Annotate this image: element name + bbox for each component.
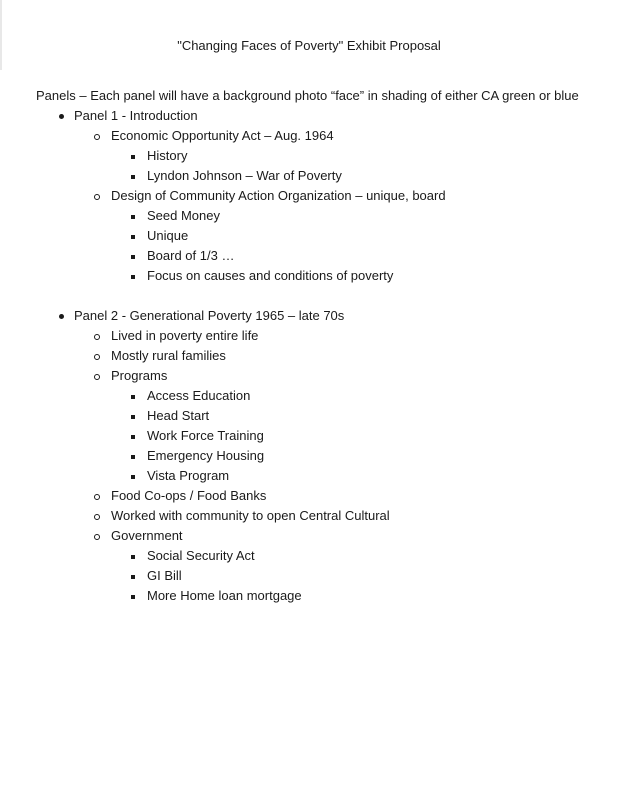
bullet-square-icon [131, 155, 135, 159]
outline-item-level-3: History [147, 148, 188, 163]
outline-item-level-3: Focus on causes and conditions of poverty [147, 268, 394, 283]
outline-item-level-3: Head Start [147, 408, 210, 423]
bullet-circle-icon [94, 494, 100, 500]
outline-item-level-2: Programs [111, 368, 168, 383]
intro-paragraph: Panels – Each panel will have a background photo “face” in shading of either CA green or blue [36, 88, 579, 103]
bullet-square-icon [131, 235, 135, 239]
bullet-circle-icon [94, 514, 100, 520]
bullet-dot-icon [59, 314, 64, 319]
outline-item-level-2: Government [111, 528, 183, 543]
outline-item-level-3: Access Education [147, 388, 251, 403]
bullet-circle-icon [94, 534, 100, 540]
bullet-square-icon [131, 395, 135, 399]
bullet-circle-icon [94, 334, 100, 340]
bullet-circle-icon [94, 194, 100, 200]
bullet-square-icon [131, 575, 135, 579]
bullet-square-icon [131, 435, 135, 439]
outline-item-level-3: Seed Money [147, 208, 220, 223]
bullet-square-icon [131, 595, 135, 599]
outline-item-level-3: Emergency Housing [147, 448, 265, 463]
outline-item-level-2: Lived in poverty entire life [111, 328, 259, 343]
outline-item-level-3: Lyndon Johnson – War of Poverty [147, 168, 342, 183]
bullet-square-icon [131, 175, 135, 179]
outline-item-level-3: Unique [147, 228, 189, 243]
bullet-circle-icon [94, 374, 100, 380]
outline-item-level-1: Panel 1 - Introduction [74, 108, 198, 123]
bullet-square-icon [131, 455, 135, 459]
bullet-square-icon [131, 215, 135, 219]
bullet-dot-icon [59, 114, 64, 119]
outline-item-level-2: Mostly rural families [111, 348, 226, 363]
bullet-circle-icon [94, 354, 100, 360]
outline-item-level-2: Food Co-ops / Food Banks [111, 488, 267, 503]
outline-item-level-3: More Home loan mortgage [147, 588, 302, 603]
outline-item-level-1: Panel 2 - Generational Poverty 1965 – late 70s [74, 308, 345, 323]
bullet-square-icon [131, 255, 135, 259]
outline-item-level-2: Worked with community to open Central Cultural [111, 508, 390, 523]
bullet-square-icon [131, 415, 135, 419]
scan-edge-mark [0, 0, 2, 70]
bullet-circle-icon [94, 134, 100, 140]
document-title: "Changing Faces of Poverty" Exhibit Proposal [177, 38, 441, 53]
outline-item-level-3: Work Force Training [147, 428, 264, 443]
outline-item-level-2: Design of Community Action Organization – unique, board [111, 188, 446, 203]
bullet-square-icon [131, 475, 135, 479]
bullet-square-icon [131, 555, 135, 559]
outline-item-level-3: GI Bill [147, 568, 182, 583]
outline-item-level-3: Board of 1/3 … [147, 248, 235, 263]
bullet-square-icon [131, 275, 135, 279]
outline-item-level-3: Social Security Act [147, 548, 255, 563]
outline-item-level-3: Vista Program [147, 468, 230, 483]
outline-item-level-2: Economic Opportunity Act – Aug. 1964 [111, 128, 334, 143]
